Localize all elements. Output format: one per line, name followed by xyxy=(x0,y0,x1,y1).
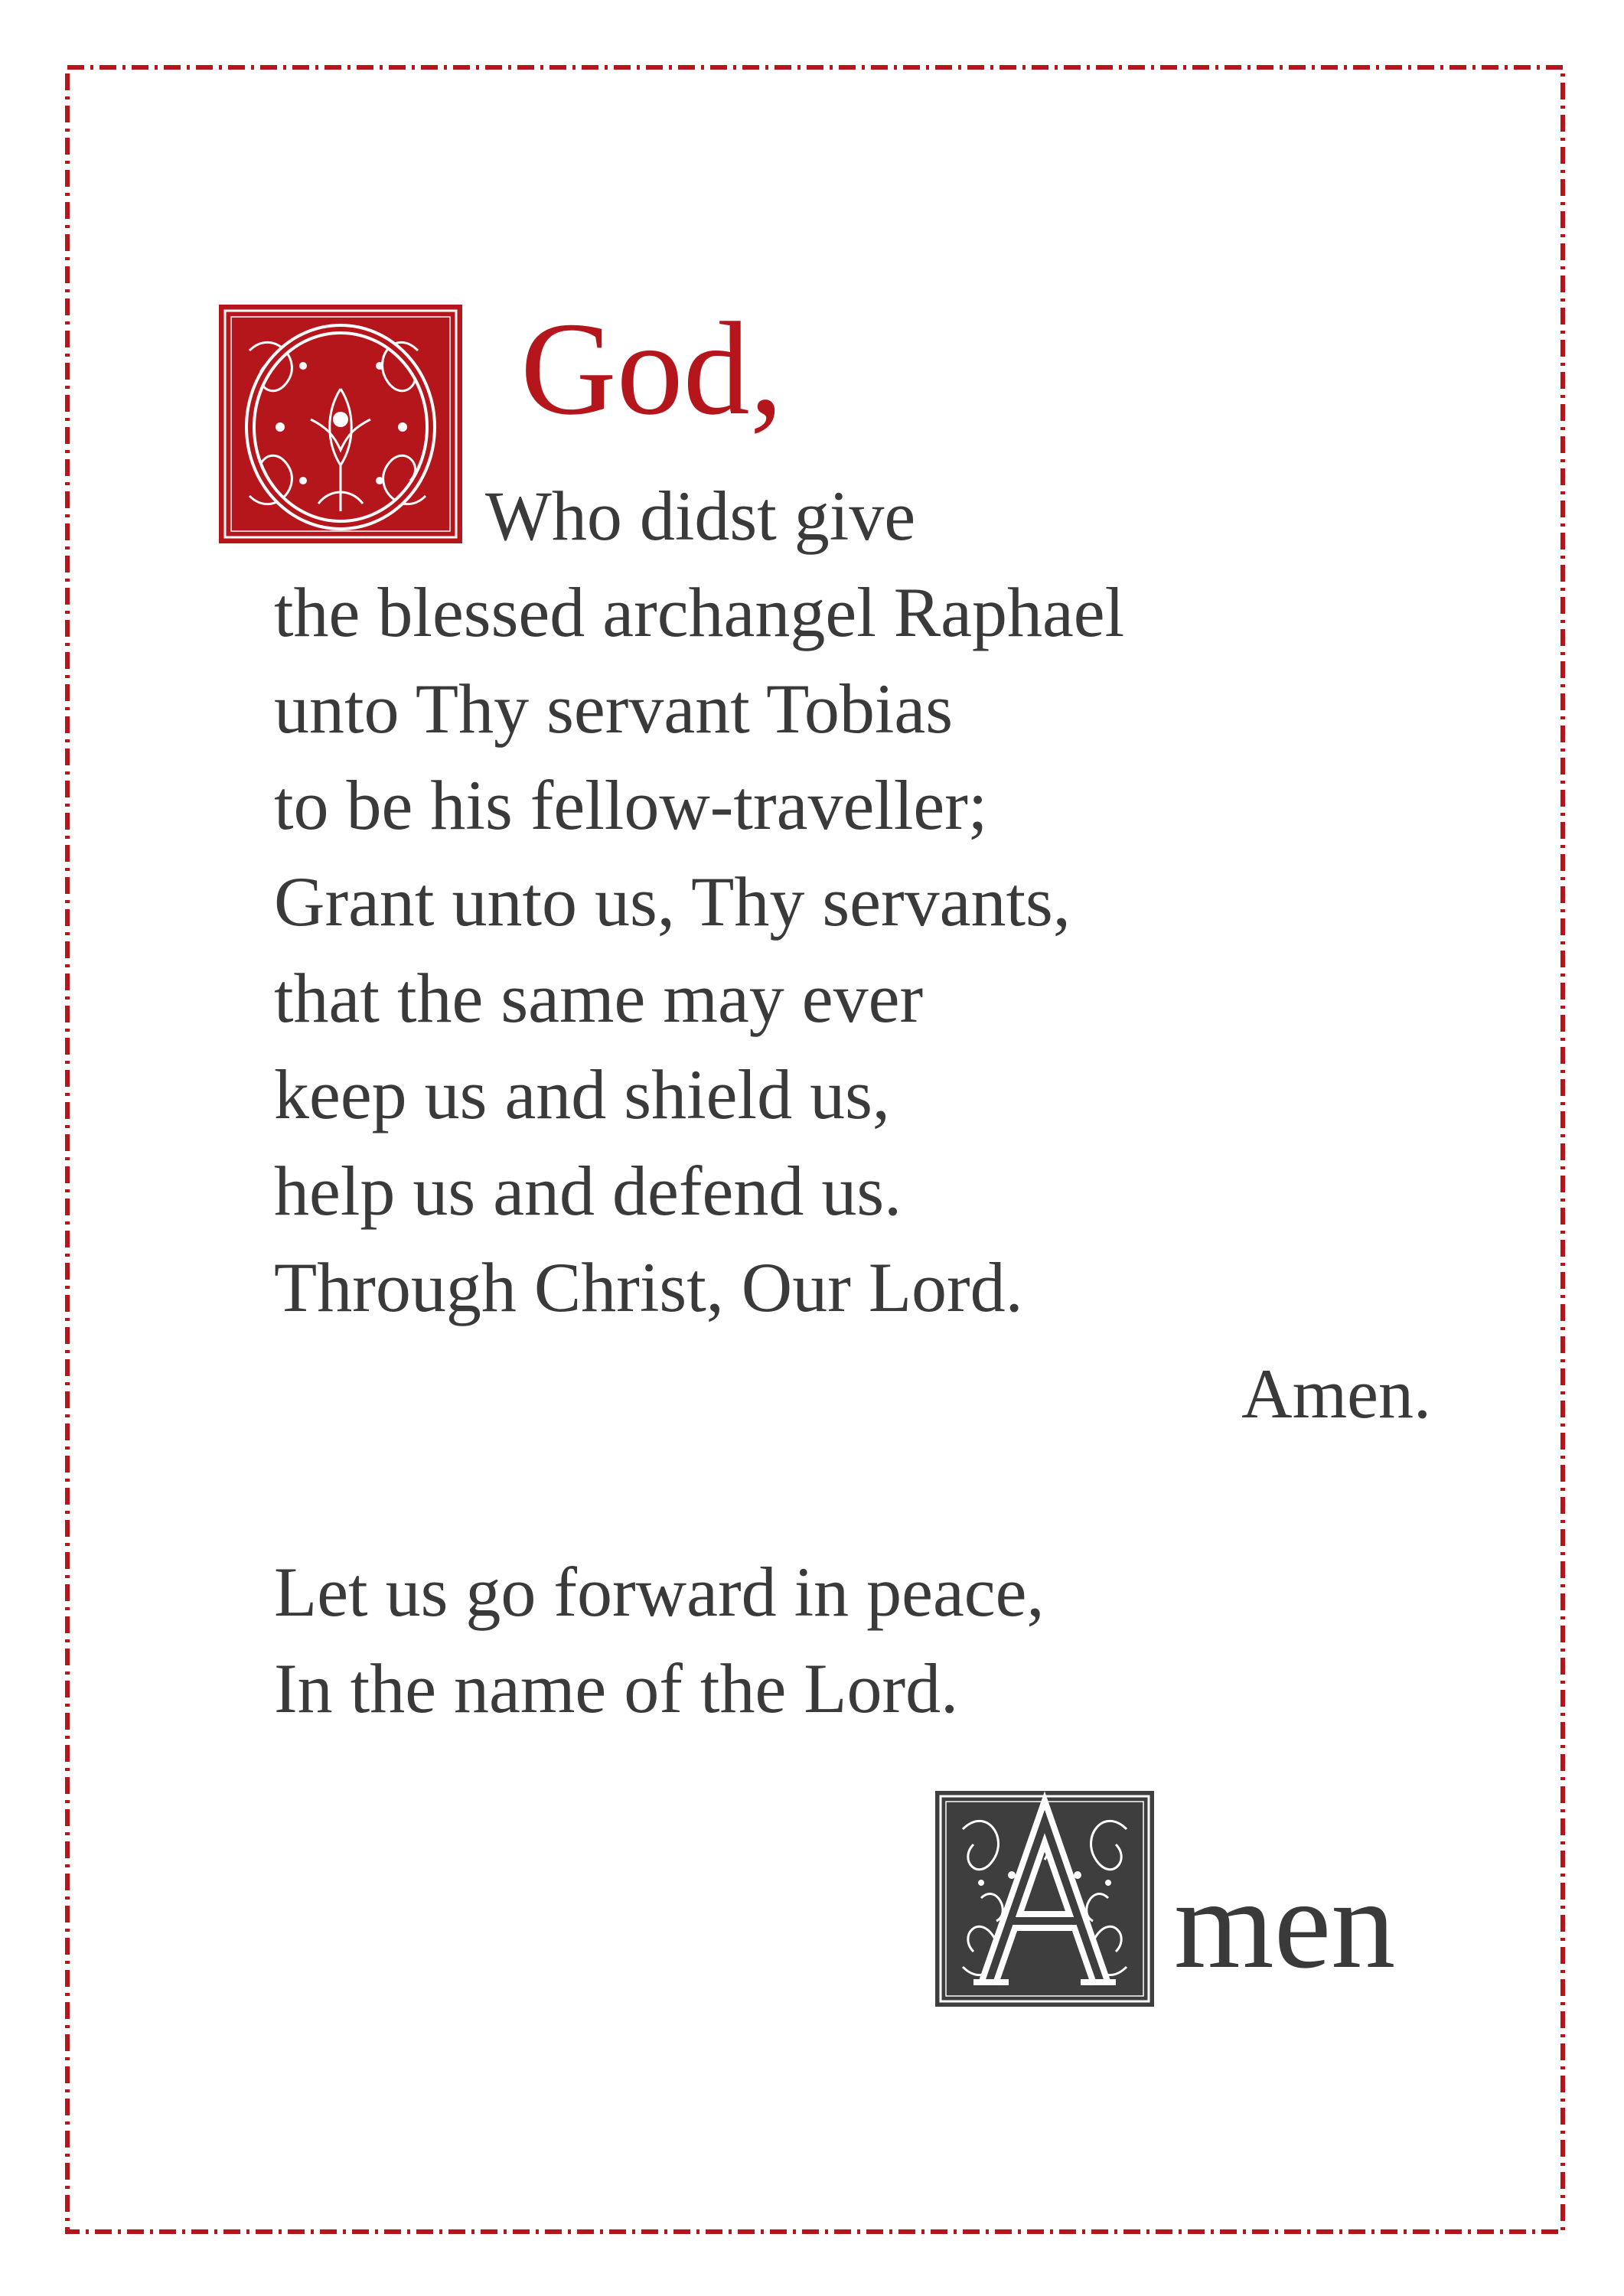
blessing-line: In the name of the Lord. xyxy=(274,1649,959,1727)
prayer-line: unto Thy servant Tobias xyxy=(274,670,954,748)
drop-cap-o-icon xyxy=(219,305,462,543)
prayer-line: help us and defend us. xyxy=(274,1152,902,1230)
prayer-line: to be his fellow-traveller; xyxy=(274,766,988,844)
blessing-line: Let us go forward in peace, xyxy=(274,1553,1045,1631)
prayer-line: Through Christ, Our Lord. xyxy=(274,1248,1023,1326)
prayer-line: Who didst give xyxy=(485,477,916,555)
prayer-closing-amen: Amen. xyxy=(1241,1355,1431,1433)
prayer-line: the blessed archangel Raphael xyxy=(274,573,1125,651)
prayer-heading: God, xyxy=(520,295,784,442)
drop-cap-a-icon xyxy=(935,1791,1154,2007)
final-amen: men xyxy=(1174,1853,1396,1995)
prayer-line: Grant unto us, Thy servants, xyxy=(274,863,1071,941)
prayer-line: keep us and shield us, xyxy=(274,1055,890,1133)
prayer-line: that the same may ever xyxy=(274,959,924,1037)
